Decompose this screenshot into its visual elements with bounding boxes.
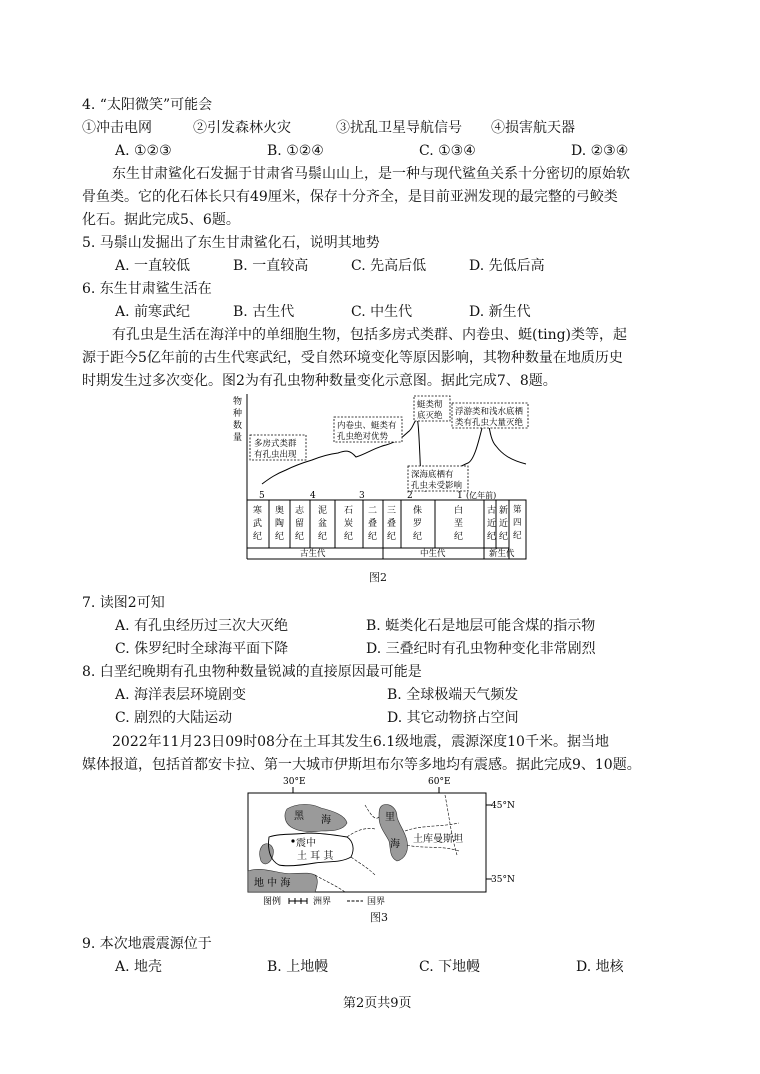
fig2-period-cretaceous [454,504,463,542]
fig3-label-caspian-1: 里 [385,812,395,823]
svg-text:盆: 盆 [318,519,328,529]
q8-option-d[interactable]: D. 其它动物挤占空间 [387,710,519,726]
figure-2-caption: 图2 [369,571,387,584]
fig3-label-black-2: 海 [321,815,331,826]
fig2-tick-3: 3 [359,491,365,501]
svg-text:古: 古 [487,506,497,516]
q5-stem: 5. 马鬃山发掘出了东生甘肃鲨化石，说明其地势 [82,235,380,251]
q5-option-c[interactable]: C. 先高后低 [351,258,427,274]
fig3-label-caspian-2: 海 [390,839,400,850]
q6-option-b[interactable]: B. 古生代 [233,304,295,320]
fig2-period-ordovician [275,504,284,542]
fig3-lat-35: 35°N [491,875,515,885]
svg-text:罗: 罗 [413,519,423,529]
q4-option-d[interactable]: D. ②③④ [571,143,629,159]
svg-text:纪: 纪 [275,532,285,542]
svg-text:四: 四 [513,518,522,528]
fig2-ylabel-2: 种 [233,409,243,419]
q5-option-a[interactable]: A. 一直较低 [115,258,191,274]
q4-stem: 4. “太阳微笑”可能会 [82,97,213,113]
q9-option-d[interactable]: D. 地核 [576,959,624,975]
svg-text:奥: 奥 [275,506,285,516]
fig2-tick-1: 1 [457,491,463,501]
fig2-annotation-5-line-1: 深海底栖有 [411,470,454,480]
fig2-annotation-3-line-2: 底灭绝 [417,411,443,421]
fig2-annotation-5-line-2: 孔虫未受影响 [411,481,463,491]
fig3-lon-30: 30°E [283,777,306,787]
svg-text:二: 二 [368,506,378,516]
fig2-era-mesozoic: 中生代 [420,549,446,559]
svg-text:白: 白 [454,506,464,516]
fig2-annotation-3-line-1: 蜓类彻 [417,400,443,410]
q6-option-a[interactable]: A. 前寒武纪 [115,304,191,320]
q6-option-d[interactable]: D. 新生代 [469,304,531,320]
svg-text:第: 第 [513,505,522,515]
passage2-line-3: 时期发生过多次变化。图2为有孔虫物种数量变化示意图。据此完成7、8题。 [82,373,557,389]
q7-stem: 7. 读图2可知 [82,595,165,611]
fig2-annotation-1-line-1: 多房式类群 [254,439,297,449]
fig3-lon-60: 60°E [428,777,451,787]
q4-item-3: ③扰乱卫星导航信号 [336,120,462,136]
svg-text:纪: 纪 [253,532,263,542]
fig3-label-mediterranean: 地 中 海 [254,878,291,889]
passage1-line-2: 骨鱼类。它的化石体长只有49厘米，保存十分齐全，是目前亚洲发现的最完整的弓鲛类 [82,189,618,205]
svg-text:陶: 陶 [275,519,285,529]
fig2-period-table [247,500,509,548]
fig3-label-turkmenistan: 土库曼斯坦 [413,834,463,845]
q6-option-c[interactable]: C. 中生代 [351,304,413,320]
q7-option-c[interactable]: C. 侏罗纪时全球海平面下降 [115,641,289,657]
fig2-tick-5: 5 [259,491,265,501]
q7-option-d[interactable]: D. 三叠纪时有孔虫物种变化非常剧烈 [366,641,596,657]
passage2-line-1: 有孔虫是生活在海洋中的单细胞生物，包括多房式类群、内卷虫、蜓(ting)类等，起 [112,327,628,343]
q4-item-2: ②引发森林火灾 [193,120,291,136]
q8-option-a[interactable]: A. 海洋表层环境剧变 [115,687,247,703]
fig2-annotation-1-line-2: 有孔虫出现 [254,450,297,460]
fig2-tick-4: 4 [310,491,316,501]
q8-option-b[interactable]: B. 全球极端天气频发 [387,687,519,703]
fig3-legend-country: 国界 [367,897,386,907]
fig2-ylabel-4: 量 [233,433,243,443]
fig2-period-quaternary [513,504,522,541]
q8-option-c[interactable]: C. 剧烈的大陆运动 [115,710,233,726]
svg-text:纪: 纪 [368,532,378,542]
q5-option-d[interactable]: D. 先低后高 [469,258,545,274]
q4-item-1: ①冲击电网 [82,120,152,136]
q9-option-a[interactable]: A. 地壳 [115,959,163,975]
fig3-legend-continent: 洲界 [313,897,332,907]
svg-text:石: 石 [344,506,354,516]
figure-2-foraminifera-chart [230,392,530,567]
svg-text:叠: 叠 [368,519,378,529]
fig2-ylabel-3: 数 [233,421,243,431]
passage3-line-2: 媒体报道，包括首都安卡拉、第一大城市伊斯坦布尔等多地均有震感。据此完成9、10题。 [82,757,641,773]
svg-text:志: 志 [295,506,305,516]
svg-text:近: 近 [487,519,497,529]
figure-3-caption: 图3 [370,911,388,924]
svg-text:垩: 垩 [454,519,464,529]
fig3-legend-title: 图例 [263,897,282,907]
fig2-annotation-2-line-2: 孔虫绝对优势 [337,432,389,442]
fig3-epicenter-marker [291,839,294,842]
fig2-period-jurassic [413,504,422,542]
q4-item-4: ④损害航天器 [491,120,575,136]
svg-text:纪: 纪 [454,532,464,542]
fig2-tick-2: 2 [407,491,413,501]
fig2-period-cambrian [253,504,262,542]
svg-text:炭: 炭 [344,519,354,529]
svg-text:纪: 纪 [387,532,397,542]
page-footer: 第2页共9页 [343,996,412,1011]
fig2-annotation-4-line-2: 类有孔虫大量灭绝 [455,418,524,428]
fig2-period-carboniferous [344,505,353,542]
fig2-ylabel-1: 物 [233,397,243,407]
svg-text:纪: 纪 [413,532,423,542]
q8-stem: 8. 白垩纪晚期有孔虫物种数量锐减的直接原因最可能是 [82,664,422,680]
fig3-label-epicenter: 震中 [296,838,316,849]
fig3-label-turkey: 土 耳 其 [297,851,334,862]
svg-text:叠: 叠 [387,519,397,529]
svg-text:纪: 纪 [499,532,509,542]
fig2-annotation-4-line-1: 浮游类和浅水底栖 [455,407,524,417]
q4-option-c[interactable]: C. ①③④ [419,143,476,159]
q9-stem: 9. 本次地震震源位于 [82,936,212,952]
svg-text:武: 武 [253,519,263,529]
fig2-period-triassic [387,505,396,542]
svg-text:侏: 侏 [413,506,423,516]
passage1-line-3: 化石。据此完成5、6题。 [82,212,240,228]
passage2-line-2: 源于距今5亿年前的古生代寒武纪，受自然环境变化等原因影响，其物种数量在地质历史 [82,350,623,366]
svg-text:纪: 纪 [295,532,305,542]
svg-text:纪: 纪 [487,532,497,542]
svg-text:纪: 纪 [318,532,328,542]
fig2-unit: (亿年前) [466,491,497,500]
fig2-era-paleozoic: 古生代 [300,549,326,559]
q6-stem: 6. 东生甘肃鲨生活在 [82,281,212,297]
svg-text:留: 留 [295,519,305,529]
svg-text:寒: 寒 [253,506,263,516]
passage1-line-1: 东生甘肃鲨化石发掘于甘肃省马鬃山山上，是一种与现代鲨鱼关系十分密切的原始软 [112,166,630,182]
q7-option-a[interactable]: A. 有孔虫经历过三次大灭绝 [115,618,289,634]
q7-option-b[interactable]: B. 蜓类化石是地层可能含煤的指示物 [366,618,596,634]
fig3-label-black-1: 黑 [294,811,304,822]
fig2-period-silurian [295,504,305,542]
q9-option-c[interactable]: C. 下地幔 [419,959,481,975]
svg-text:近: 近 [499,519,509,529]
fig3-legend-continent-symbol [289,898,307,904]
passage3-line-1: 2022年11月23日09时08分在土耳其发生6.1级地震，震源深度10千米。据当地 [112,734,609,750]
svg-text:纪: 纪 [513,531,522,541]
fig2-era-cenozoic: 新生代 [489,549,515,559]
q4-option-a[interactable]: A. ①②③ [115,143,172,159]
svg-text:泥: 泥 [318,506,328,516]
svg-text:新: 新 [499,506,509,516]
q4-option-b[interactable]: B. ①②④ [267,143,324,159]
svg-text:纪: 纪 [344,532,354,542]
fig2-period-permian [368,506,377,542]
q5-option-b[interactable]: B. 一直较高 [233,258,309,274]
fig3-lat-45: 45°N [491,801,515,811]
fig2-period-paleogene [487,504,496,542]
fig2-period-neogene [499,504,508,542]
svg-text:三: 三 [387,506,397,516]
fig2-period-devonian [318,505,327,542]
q9-option-b[interactable]: B. 上地幔 [267,959,329,975]
figure-3-map [245,775,520,910]
fig2-annotation-2-line-1: 内卷虫、蜓类有 [337,421,397,431]
